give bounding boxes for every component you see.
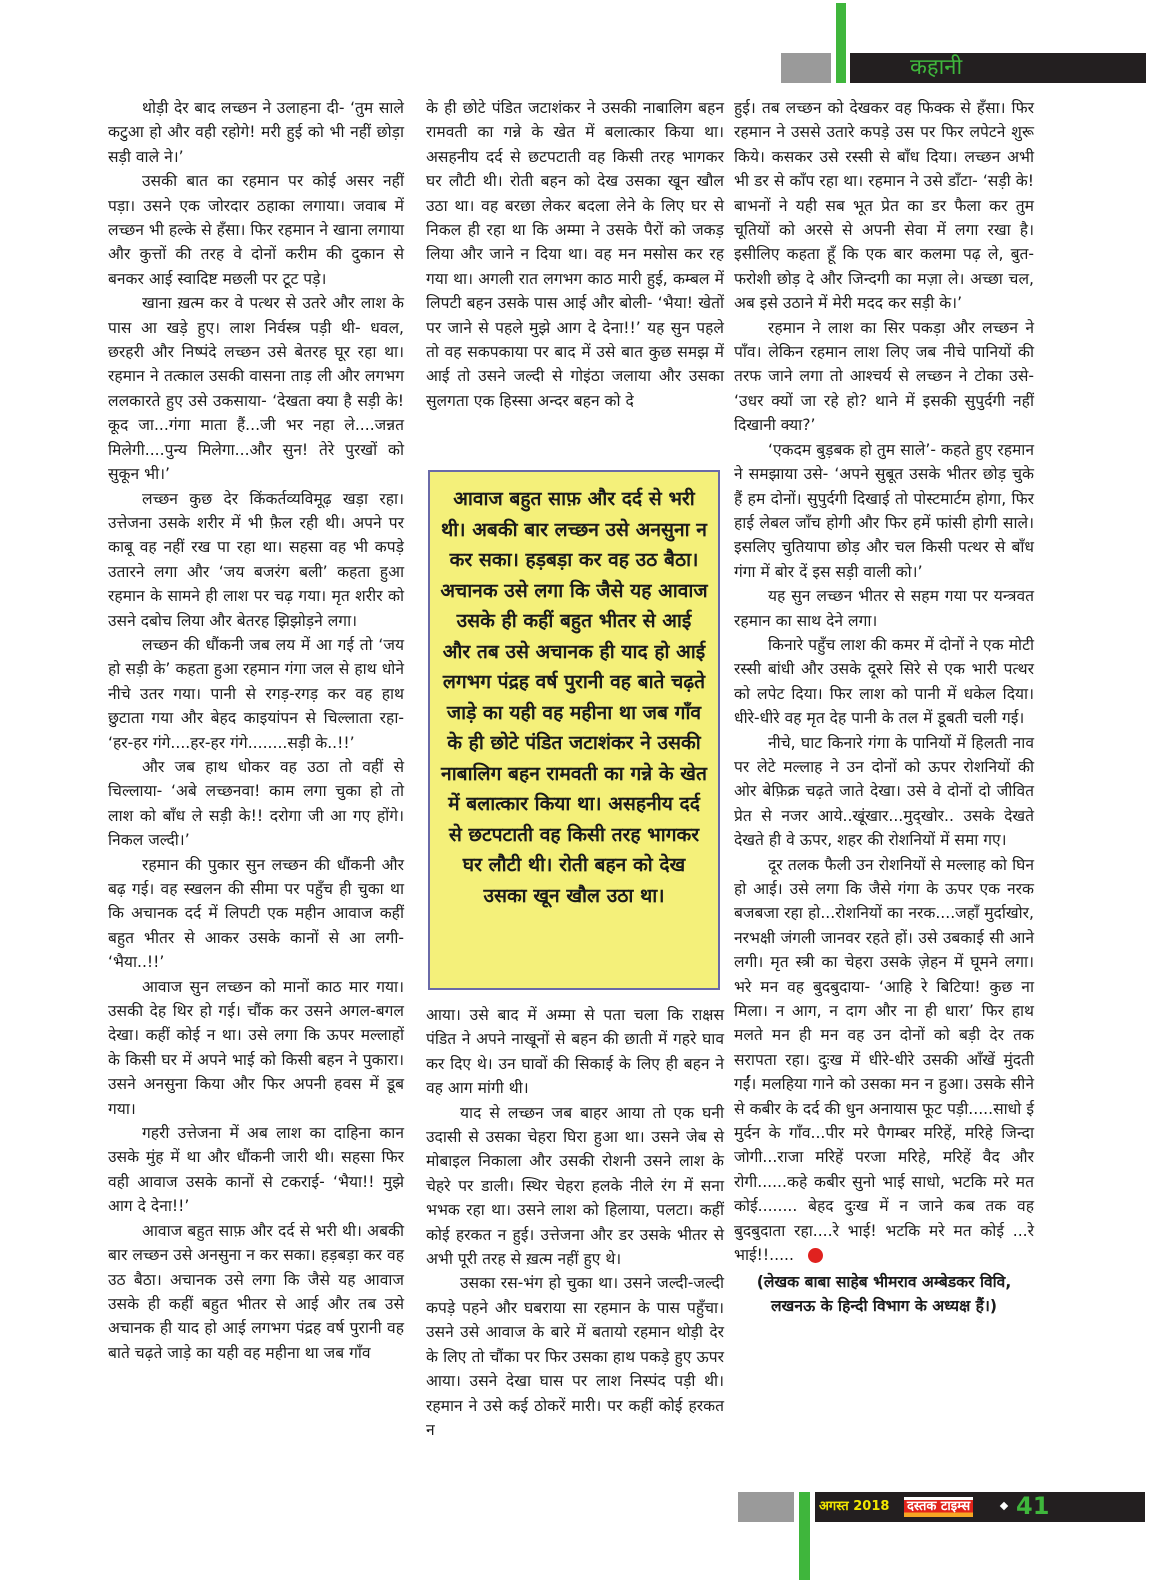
paragraph-text: दूर तलक फैली उन रोशनियों से मल्लाह को घिन हो आई। उसे लगा कि जैसे गंगा के ऊपर एक नरक बजबजा रहा हो...रोशनियों का नरक....जहाँ मुर्दाखोर, नरभक्षी जंगली जानवर रहते हों। उसे उबकाई सी आने लगी। मृत स्त्री का चेहरा उसके ज़ेहन में घूमने लगा। भरे मन वह बुदबुदाया- ‘आहि रे बिटिया! कुछ ना मिला। न आग, न दाग और ना ही धारा’ फिर हाथ मलते मन ही मन वह उन दोनों को बड़ी देर तक सरापता रहा। दुःख में धीरे-धीरे उसकी आँखें मुंदती गईं। मलहिया गाने को उसका मन न हुआ। उसके सीने से कबीर के दर्द की धुन अनायास फूट पड़ी.....साधो ई मुर्दन के गाँव...पीर मरे पैगम्बर मरिहें, मरिहे जिन्दा जोगी...राजा मरिहें परजा मरिहे, मरिहें वैद और रोगी......कहे कबीर सुनो भाई साधो, भटकि मरे मत कोई........ बेहद दुःख में न जाने कब तक वह बुदबुदाता रहा....रे भाई! भटकि मरे मत कोई ...रे भाई!!.....: [734, 855, 1034, 1265]
article-column-3: [734, 96, 1034, 1318]
paragraph: हुई। तब लच्छन को देखकर वह फिक्क से हँसा। फिर रहमान ने उससे उतारे कपड़े उस पर फिर लपेटने शुरू किये। कसकर उसे रस्सी से बाँध दिया। लच्छन अभी भी डर से काँप रहा था। रहमान ने उसे डाँटा- ‘सड़ी के! बाभनों ने यही सब भूत प्रेत का डर फैला कर तुम चूतियों को अरसे से अपनी सेवा में लगा रखा है। इसीलिए कहता हूँ कि एक बार कलमा पढ़ ले, बुत-फरोशी छोड़ दे और जिन्दगी का मज़ा ले। अच्छा चल, अब इसे उठाने में मेरी मदद कर सड़ी के।’: [734, 99, 1034, 313]
section-title: कहानी: [910, 55, 963, 80]
paragraph: गहरी उत्तेजना में अब लाश का दाहिना कान उसके मुंह में था और धौंकनी जारी थी। सहसा फिर वही आवाज उसके कानों से टकराई- ‘भैया!! मुझे आग दे देना!!’: [108, 1124, 404, 1216]
article-column-1: [108, 96, 404, 1365]
paragraph: उसकी बात का रहमान पर कोई असर नहीं पड़ा। उसने एक जोरदार ठहाका लगाया। जवाब में लच्छन भी हल्के से हँसा। फिर रहमान ने खाना लगाया और कुत्तों की तरह वे दोनों करीम की दुकान से बनकर आई स्वादिष्ट मछली पर टूट पड़े।: [108, 172, 404, 288]
paragraph: और जब हाथ धोकर वह उठा तो वहीं से चिल्लाया- ‘अबे लच्छनवा! काम लगा चुका हो तो लाश को बाँध ले सड़ी के!! दरोगा जी आ गए होंगे। निकल जल्दी।’: [108, 757, 404, 850]
paragraph: ‘एकदम बुड़बक हो तुम साले’- कहते हुए रहमान ने समझाया उसे- ‘अपने सुबूत उसके भीतर छोड़ चुके हैं हम दोनों। सुपुर्दगी दिखाई तो पोस्टमार्टम होगा, फिर हाई लेबल जाँच होगी और फिर हमें फांसी होगी साले। इसलिए चुतियापा छोड़ और चल किसी पत्थर से बाँध गंगा में बोर दें इस सड़ी वाली को।’: [734, 440, 1034, 581]
paragraph: आया। उसे बाद में अम्मा से पता चला कि राक्षस पंडित ने अपने नाखूनों से बहन की छाती में गहरे घाव कर दिए थे। उन घावों की सिकाई के लिए ही बहन ने वह आग मांगी थी।: [426, 1006, 724, 1098]
footer-gray-block: [738, 1492, 794, 1522]
paragraph: लच्छन कुछ देर किंकर्तव्यविमूढ़ खड़ा रहा। उत्तेजना उसके शरीर में भी फ़ैल रही थी। अपने पर काबू वह नहीं रख पा रहा था। सहसा वह भी कपड़े उतारने लगा और ‘जय बजरंग बली’ कहता हुआ रहमान के सामने ही लाश पर चढ़ गया। मृत शरीर को उसने दबोच लिया और बेतरह झिझोड़ने लगा।: [108, 489, 404, 630]
paragraph: नीचे, घाट किनारे गंगा के पानियों में हिलती नाव पर लेटे मल्लाह ने उन दोनों को ऊपर रोशनियों की ओर बेफ़िक्र चढ़ते जाते देखा। उसे वे दोनों दो जीवित प्रेत से नजर आये..खूंखार...मुद्खोर.. उसके देखते देखते ही वे ऊपर, शहर की रोशनियों में समा गए।: [734, 733, 1034, 850]
paragraph: रहमान की पुकार सुन लच्छन की धौंकनी और बढ़ गई। वह स्खलन की सीमा पर पहुँच ही चुका था कि अचानक दर्द में लिपटी एक महीन आवाज कहीं बहुत भीतर से आकर उसके कानों से आ लगी- ‘भैया..!!’: [108, 855, 404, 972]
paragraph: लच्छन की धौंकनी जब लय में आ गई तो ‘जय हो सड़ी के’ कहता हुआ रहमान गंगा जल से हाथ धोने नीचे उतर गया। पानी से रगड़-रगड़ कर वह हाथ छुटाता गया और बेहद काइयांपन से चिल्लाता रहा- ‘हर-हर गंगे....हर-हर गंगे........सड़ी के..!!’: [108, 635, 404, 752]
paragraph: थोड़ी देर बाद लच्छन ने उलाहना दी- ‘तुम साले कटुआ हो और वही रहोगे! मरी हुई को भी नहीं छोड़ा सड़ी वाले ने।’: [108, 99, 404, 166]
paragraph: याद से लच्छन जब बाहर आया तो एक घनी उदासी से उसका चेहरा घिरा हुआ था। उसने जेब से मोबाइल निकाला और उसकी रोशनी उसने लाश के चेहरे पर डाली। स्थिर चेहरा हलके नीले रंग में सना भभक रहा था। उसने लाश को हिलाया, पलटा। कहीं कोई हरकत न हुई। उत्तेजना और डर उसके भीतर से अभी पूरी तरह से ख़त्म नहीं हुए थे।: [426, 1103, 724, 1269]
magazine-logo: दस्तक टाइम्स: [904, 1497, 973, 1517]
footer-accent-bar: [799, 1492, 810, 1580]
pull-quote-box: [428, 470, 720, 990]
page-number: 41: [1016, 1492, 1050, 1520]
paragraph: आवाज सुन लच्छन को मानों काठ मार गया। उसकी देह थिर हो गई। चौंक कर उसने अगल-बगल देखा। कहीं कोई न था। उसे लगा कि ऊपर मल्लाहों के किसी घर में अपने भाई को किसी बहन ने पुकारा। उसने अनसुना किया और फिर अपनी हवस में डूब गया।: [108, 977, 404, 1118]
paragraph: उसका रस-भंग हो चुका था। उसने जल्दी-जल्दी कपड़े पहने और घबराया सा रहमान के पास पहुँचा। उसने उसे आवाज के बारे में बतायो रहमान थोड़ी देर के लिए तो चौंका पर फिर उसका हाथ पकड़े हुए ऊपर आया। उसने देखा घास पर लाश निस्पंद पड़ी थी। रहमान ने उसे कई ठोकरें मारी। पर कहीं कोई हरकत न: [426, 1274, 724, 1439]
paragraph: के ही छोटे पंडित जटाशंकर ने उसकी नाबालिग बहन रामवती का गन्ने के खेत में बलात्कार किया था। असहनीय दर्द से छटपटाती वह किसी तरह भागकर घर लौटी थी। रोती बहन को देख उसका खून खौल उठा था। वह बरछा लेकर बदला लेने के लिए घर से निकल ही रहा था कि अम्मा ने उसके पैरों को जकड़ लिया और जाने न दिया था। वह मन मसोस कर रह गया था। अगली रात लगभग काठ मारी हुई, कम्बल में लिपटी बहन उसके पास आई और बोली- ‘भैया! खेतों पर जाने से पहले मुझे आग दे देना!!’ यह सुन पहले तो वह सकपकाया पर बाद में उसे बात कुछ समझ में आई तो उसने जल्दी से गोइंठा जलाया और उसका सुलगता एक हिस्सा अन्दर बहन को दे: [426, 99, 724, 410]
header-accent-bar: [836, 3, 846, 83]
header-gray-block: [781, 53, 831, 83]
article-column-2-bottom: [426, 1003, 724, 1442]
author-note: (लेखक बाबा साहेब भीमराव अम्बेडकर विवि, लखनऊ के हिन्दी विभाग के अध्यक्ष हैं।): [756, 1272, 1012, 1315]
header-section-bar: [850, 53, 1146, 83]
pull-quote-text: आवाज बहुत साफ़ और दर्द से भरी थी। अबकी बार लच्छन उसे अनसुना न कर सका। हड़बड़ा कर वह उठ बैठा। अचानक उसे लगा कि जैसे यह आवाज उसके ही कहीं बहुत भीतर से आई और तब उसे अचानक ही याद हो आई लगभग पंद्रह वर्ष पुरानी वह बाते चढ़ते जाड़े का यही वह महीना था जब गाँव के ही छोटे पंडित जटाशंकर ने उसकी नाबालिग बहन रामवती का गन्ने के खेत में बलात्कार किया था। असहनीय दर्द से छटपटाती वह किसी तरह भागकर घर लौटी थी। रोती बहन को देख उसका खून खौल उठा था।: [440, 487, 708, 907]
paragraph: किनारे पहुँच लाश की कमर में दोनों ने एक मोटी रस्सी बांधी और उसके दूसरे सिरे से एक भारी पत्थर को लपेट दिया। फिर लाश को पानी में धकेल दिया। धीरे-धीरे वह मृत देह पानी के तल में डूबती चली गई।: [734, 635, 1034, 728]
paragraph: खाना ख़त्म कर वे पत्थर से उतरे और लाश के पास आ खड़े हुए। लाश निर्वस्त्र पड़ी थी- धवल, छरहरी और निष्पंदे लच्छन उसे बेतरह घूर रहा था। रहमान ने तत्काल उसकी वासना ताड़ ली और लगभग ललकारते हुए उसे उकसाया- ‘देखता क्या है सड़ी के! कूद जा...गंगा माता हैं...जी भर नहा ले....जन्नत मिलेगी....पुन्य मिलेगा...और सुन! तेरे पुरखों को सुकून भी।’: [108, 294, 404, 484]
paragraph: आवाज बहुत साफ़ और दर्द से भरी थी। अबकी बार लच्छन उसे अनसुना न कर सका। हड़बड़ा कर वह उठ बैठा। अचानक उसे लगा कि जैसे यह आवाज उसके ही कहीं बहुत भीतर से आई और तब उसे अचानक ही याद हो आई लगभग पंद्रह वर्ष पुरानी वह बाते चढ़ते जाड़े का यही वह महीना था जब गाँव: [108, 1221, 404, 1362]
story-end-dot-icon: [808, 1248, 823, 1263]
final-paragraph: [734, 853, 1034, 1268]
paragraph: यह सुन लच्छन भीतर से सहम गया पर यन्त्रवत रहमान का साथ देने लगा।: [734, 587, 1034, 630]
article-column-2-top: [426, 96, 724, 413]
issue-date: अगस्त 2018: [819, 1499, 890, 1514]
paragraph: रहमान ने लाश का सिर पकड़ा और लच्छन ने पाँव। लेकिन रहमान लाश लिए जब नीचे पानियों की तरफ जाने लगा तो आश्चर्य से लच्छन ने टोका उसे- ‘उधर क्यों जा रहे हो? थाने में इसकी सुपुर्दगी नहीं दिखानी क्या?’: [734, 318, 1034, 435]
